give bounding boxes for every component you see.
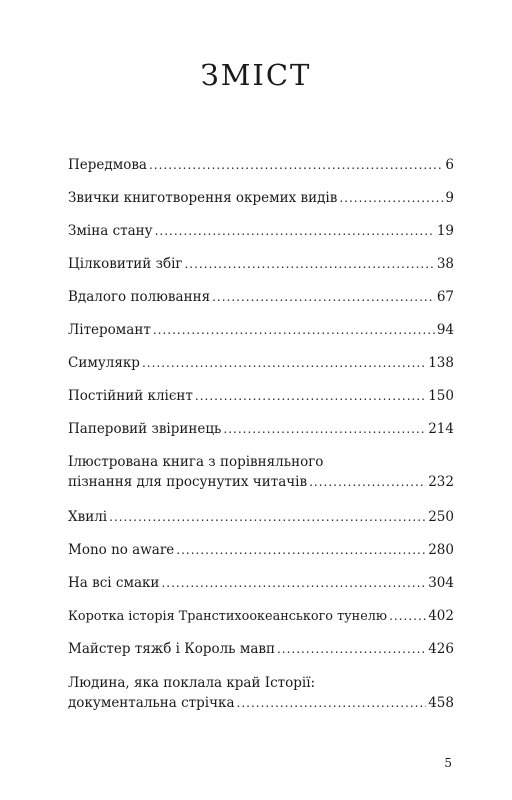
entry-title-line1: Людина, яка поклала край Історії: bbox=[68, 675, 316, 691]
toc-entry bbox=[68, 155, 454, 175]
dot-leader bbox=[184, 254, 434, 274]
entry-title: Звички книготворення окремих видів bbox=[68, 190, 338, 206]
toc-entry bbox=[68, 639, 454, 659]
entry-page: 304 bbox=[428, 575, 454, 591]
dot-leader bbox=[155, 221, 435, 241]
toc-entry bbox=[68, 452, 454, 492]
entry-title: Хвилі bbox=[68, 509, 108, 525]
entry-page: 9 bbox=[445, 190, 454, 206]
entry-page: 214 bbox=[428, 421, 454, 437]
entry-title-line2: пізнання для просунутих читачів bbox=[68, 474, 308, 490]
toc-entry bbox=[68, 353, 454, 373]
dot-leader bbox=[223, 419, 426, 439]
entry-title: Коротка історія Транстихоокеанського тунелю bbox=[68, 609, 388, 624]
entry-page: 280 bbox=[428, 542, 454, 558]
page-number: 5 bbox=[444, 756, 452, 770]
dot-leader bbox=[161, 573, 426, 593]
entry-title: Літеромант bbox=[68, 322, 151, 338]
entry-title: Постійний клієнт bbox=[68, 388, 193, 404]
entry-title: Передмова bbox=[68, 157, 147, 173]
toc-entry bbox=[68, 287, 454, 307]
toc-entry bbox=[68, 507, 454, 527]
dot-leader bbox=[339, 188, 443, 208]
toc-entry bbox=[68, 386, 454, 406]
toc-entry bbox=[68, 673, 454, 713]
entry-title-line2: документальна стрічка bbox=[68, 695, 235, 711]
entry-page: 402 bbox=[428, 608, 454, 624]
entry-title: Вдалого полювання bbox=[68, 289, 211, 305]
entry-page: 458 bbox=[428, 695, 454, 711]
toc-entry bbox=[68, 254, 454, 274]
toc-entry bbox=[68, 221, 454, 241]
dot-leader bbox=[153, 320, 435, 340]
toc-entry bbox=[68, 320, 454, 340]
entry-title: Паперовий звіринець bbox=[68, 421, 222, 437]
dot-leader bbox=[237, 693, 427, 713]
entry-page: 232 bbox=[428, 474, 454, 490]
entry-page: 250 bbox=[428, 509, 454, 525]
entry-page: 138 bbox=[428, 355, 454, 371]
page-title: ЗМІСТ bbox=[200, 58, 312, 92]
toc-entry bbox=[68, 606, 454, 627]
toc-entry bbox=[68, 188, 454, 208]
dot-leader bbox=[277, 639, 426, 659]
entry-page: 19 bbox=[436, 223, 454, 239]
entry-page: 38 bbox=[436, 256, 454, 272]
entry-title: Цілковитий збіг bbox=[68, 256, 183, 272]
dot-leader bbox=[212, 287, 435, 307]
entry-title: Симулякр bbox=[68, 355, 140, 371]
entry-title: Майстер тяжб і Король мавп bbox=[68, 641, 275, 657]
entry-page: 150 bbox=[428, 388, 454, 404]
entry-page: 67 bbox=[436, 289, 454, 305]
entry-page: 426 bbox=[428, 641, 454, 657]
entry-page: 94 bbox=[436, 322, 454, 338]
toc-entry bbox=[68, 573, 454, 593]
entry-title: Mono no aware bbox=[68, 542, 175, 558]
entry-title: Зміна стану bbox=[68, 223, 153, 239]
dot-leader bbox=[309, 472, 426, 492]
entry-title: На всі смаки bbox=[68, 575, 160, 591]
entry-page: 6 bbox=[445, 157, 454, 173]
dot-leader bbox=[149, 155, 443, 175]
dot-leader bbox=[195, 386, 426, 406]
dot-leader bbox=[389, 606, 426, 626]
toc-entry bbox=[68, 540, 454, 560]
dot-leader bbox=[109, 507, 426, 527]
dot-leader bbox=[176, 540, 426, 560]
entry-title-line1: Ілюстрована книга з порівняльного bbox=[68, 454, 324, 470]
toc-entry bbox=[68, 419, 454, 439]
dot-leader bbox=[142, 353, 426, 373]
